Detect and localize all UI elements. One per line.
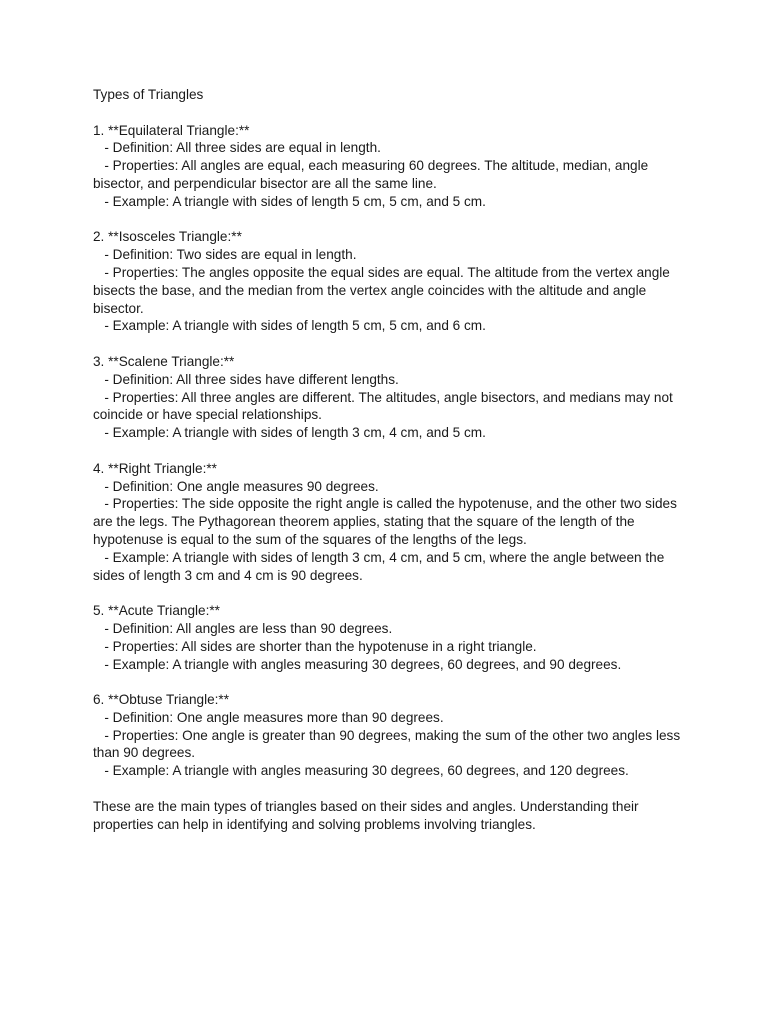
section-right xyxy=(93,460,688,585)
example-line: - Example: A triangle with angles measuring 30 degrees, 60 degrees, and 90 degrees. xyxy=(93,656,622,672)
section-acute xyxy=(93,602,688,673)
definition-line: - Definition: Two sides are equal in length. xyxy=(93,247,357,263)
example-line: - Example: A triangle with sides of length 5 cm, 5 cm, and 5 cm. xyxy=(93,193,486,209)
definition-line: - Definition: One angle measures more than 90 degrees. xyxy=(93,709,444,725)
definition-line: - Definition: One angle measures 90 degrees. xyxy=(93,478,379,494)
example-line: - Example: A triangle with sides of length 5 cm, 5 cm, and 6 cm. xyxy=(93,318,486,334)
section-heading: 5. **Acute Triangle:** xyxy=(93,603,220,619)
section-scalene xyxy=(93,353,688,442)
section-isosceles xyxy=(93,228,688,335)
properties-line: - Properties: All angles are equal, each measuring 60 degrees. The altitude, median, angle bisector, and perpendicular bisector are all the same line. xyxy=(93,158,652,191)
section-heading: 6. **Obtuse Triangle:** xyxy=(93,692,230,708)
section-equilateral xyxy=(93,122,688,211)
section-heading: 1. **Equilateral Triangle:** xyxy=(93,122,250,138)
section-heading: 3. **Scalene Triangle:** xyxy=(93,353,235,369)
definition-line: - Definition: All angles are less than 90 degrees. xyxy=(93,620,393,636)
properties-line: - Properties: All sides are shorter than the hypotenuse in a right triangle. xyxy=(93,638,537,654)
example-line: - Example: A triangle with angles measuring 30 degrees, 60 degrees, and 120 degrees. xyxy=(93,763,629,779)
section-heading: 2. **Isosceles Triangle:** xyxy=(93,229,242,245)
example-line: - Example: A triangle with sides of length 3 cm, 4 cm, and 5 cm, where the angle between the sides of length 3 cm and 4 cm is 90 degrees. xyxy=(93,549,669,583)
properties-line: - Properties: One angle is greater than 90 degrees, making the sum of the other two angles less than 90 degrees. xyxy=(93,727,684,761)
properties-line: - Properties: All three angles are different. The altitudes, angle bisectors, and medians may not coincide or have special relationships. xyxy=(93,389,677,423)
properties-line: - Properties: The angles opposite the equal sides are equal. The altitude from the vertex angle bisects the base, and the median from the vertex angle coincides with the altitude and angle bisector. xyxy=(93,264,674,316)
definition-line: - Definition: All three sides have different lengths. xyxy=(93,371,399,387)
closing-paragraph: These are the main types of triangles based on their sides and angles. Understanding their properties can help in identifying and solving problems involving triangles. xyxy=(93,798,639,832)
section-heading: 4. **Right Triangle:** xyxy=(93,460,217,476)
definition-line: - Definition: All three sides are equal in length. xyxy=(93,140,381,156)
properties-line: - Properties: The side opposite the right angle is called the hypotenuse, and the other two sides are the legs. The Pythagorean theorem applies, stating that the square of the length of the hypotenuse is equal to the sum of the squares of the lengths of the legs. xyxy=(93,496,681,547)
example-line: - Example: A triangle with sides of length 3 cm, 4 cm, and 5 cm. xyxy=(93,425,486,441)
section-obtuse xyxy=(93,691,688,780)
document-title: Types of Triangles xyxy=(93,87,204,102)
